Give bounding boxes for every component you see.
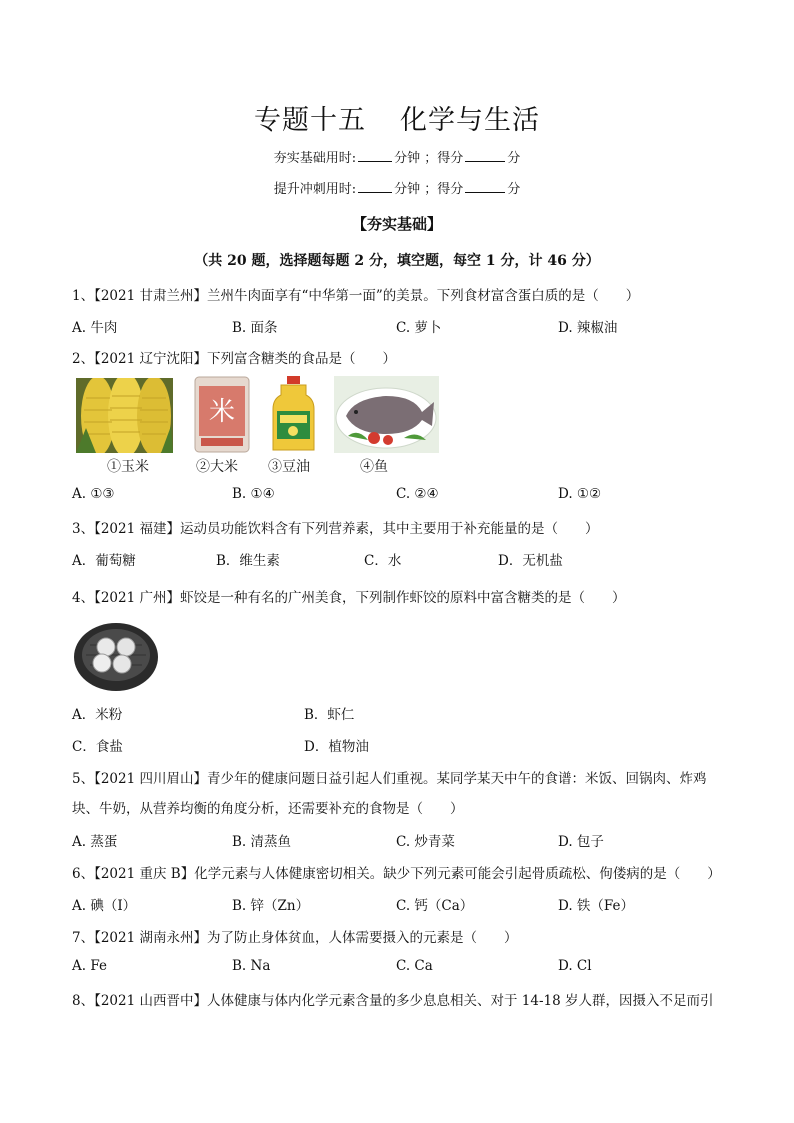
q3-option-b: B．维生素	[216, 553, 280, 569]
shrimp-dumpling-image	[72, 617, 160, 693]
q2-caption-corn: ①玉米	[107, 459, 149, 475]
corn-image	[76, 378, 173, 453]
q6-option-d: D. 铁（Fe）	[558, 898, 635, 914]
q3-option-c: C．水	[364, 553, 402, 569]
q3-option-a: A．葡萄糖	[72, 553, 136, 569]
q2-caption-oil: ③豆油	[268, 459, 310, 475]
q5-option-c: C. 炒青菜	[396, 834, 455, 850]
q5-option-d: D. 包子	[558, 834, 604, 850]
q4-option-a: A．米粉	[72, 707, 123, 723]
q7-option-b: B. Na	[232, 958, 271, 974]
question-7-stem: 7、【2021 湖南永州】为了防止身体贫血，人体需要摄入的元素是（ ）	[72, 930, 518, 946]
oil-bottle-image	[271, 375, 316, 453]
section-title: 【夯实基础】	[351, 215, 442, 233]
q5-option-a: A. 蒸蛋	[72, 834, 118, 850]
q6-option-b: B. 锌（Zn）	[232, 898, 310, 914]
question-5-stem-line-1: 5、【2021 四川眉山】青少年的健康问题日益引起人们重视。某同学某天中午的食谱：米饭、回锅肉、炸鸡	[72, 771, 707, 787]
title-right: 化学与生活	[400, 105, 540, 136]
rice-bag-image	[193, 376, 251, 453]
q7-option-d: D. Cl	[558, 958, 592, 974]
q7-option-a: A. Fe	[72, 958, 107, 974]
q2-option-a: A. ①③	[72, 486, 115, 502]
q7-option-c: C. Ca	[396, 958, 433, 974]
question-8-stem: 8、【2021 山西晋中】人体健康与体内化学元素含量的多少息息相关、对于 14-18 岁人群，因摄入不足而引	[72, 993, 714, 1009]
question-1-stem: 1、【2021 甘肃兰州】兰州牛肉面享有“中华第一面”的美景。下列食材富含蛋白质的是（ ）	[72, 288, 640, 304]
question-3-stem: 3、【2021 福建】运动员功能饮料含有下列营养素，其中主要用于补充能量的是（ ）	[72, 521, 599, 537]
q2-option-d: D. ①②	[558, 486, 602, 502]
q2-option-b: B. ①④	[232, 486, 275, 502]
q4-option-b: B．虾仁	[304, 707, 355, 723]
question-6-stem: 6、【2021 重庆 B】化学元素与人体健康密切相关。缺少下列元素可能会引起骨质疏松、佝偻病的是（ ）	[72, 866, 721, 882]
title-left: 专题十五	[254, 105, 366, 136]
q2-caption-fish: ④鱼	[360, 459, 388, 475]
q1-option-d: D. 辣椒油	[558, 320, 618, 336]
svg-text:米: 米	[209, 397, 236, 427]
q2-option-c: C. ②④	[396, 486, 439, 502]
q1-option-b: B. 面条	[232, 320, 278, 336]
q1-option-a: A. 牛肉	[72, 320, 118, 336]
question-4-stem: 4、【2021 广州】虾饺是一种有名的广州美食，下列制作虾饺的原料中富含糖类的是（ ）	[72, 590, 626, 606]
page-title	[0, 98, 794, 137]
q2-caption-rice: ②大米	[196, 459, 238, 475]
q3-option-d: D．无机盐	[498, 553, 563, 569]
q6-option-c: C. 钙（Ca）	[396, 898, 474, 914]
time-line-2: 提升冲刺用时: 分钟 ；得分 分	[273, 182, 521, 197]
q4-option-d: D．植物油	[304, 739, 369, 755]
q1-option-c: C. 萝卜	[396, 320, 442, 336]
q4-option-c: C．食盐	[72, 739, 123, 755]
question-5-stem-line-2: 块、牛奶，从营养均衡的角度分析，还需要补充的食物是（ ）	[72, 801, 464, 817]
section-scoring: （共 20 题，选择题每题 2 分，填空题，每空 1 分，计 46 分）	[194, 253, 600, 269]
question-2-stem: 2、【2021 辽宁沈阳】下列富含糖类的食品是（ ）	[72, 351, 396, 367]
q5-option-b: B. 清蒸鱼	[232, 834, 292, 850]
fish-image	[334, 376, 439, 453]
time-line-1: 夯实基础用时: 分钟 ；得分 分	[273, 151, 521, 166]
q6-option-a: A. 碘（I）	[72, 898, 137, 914]
